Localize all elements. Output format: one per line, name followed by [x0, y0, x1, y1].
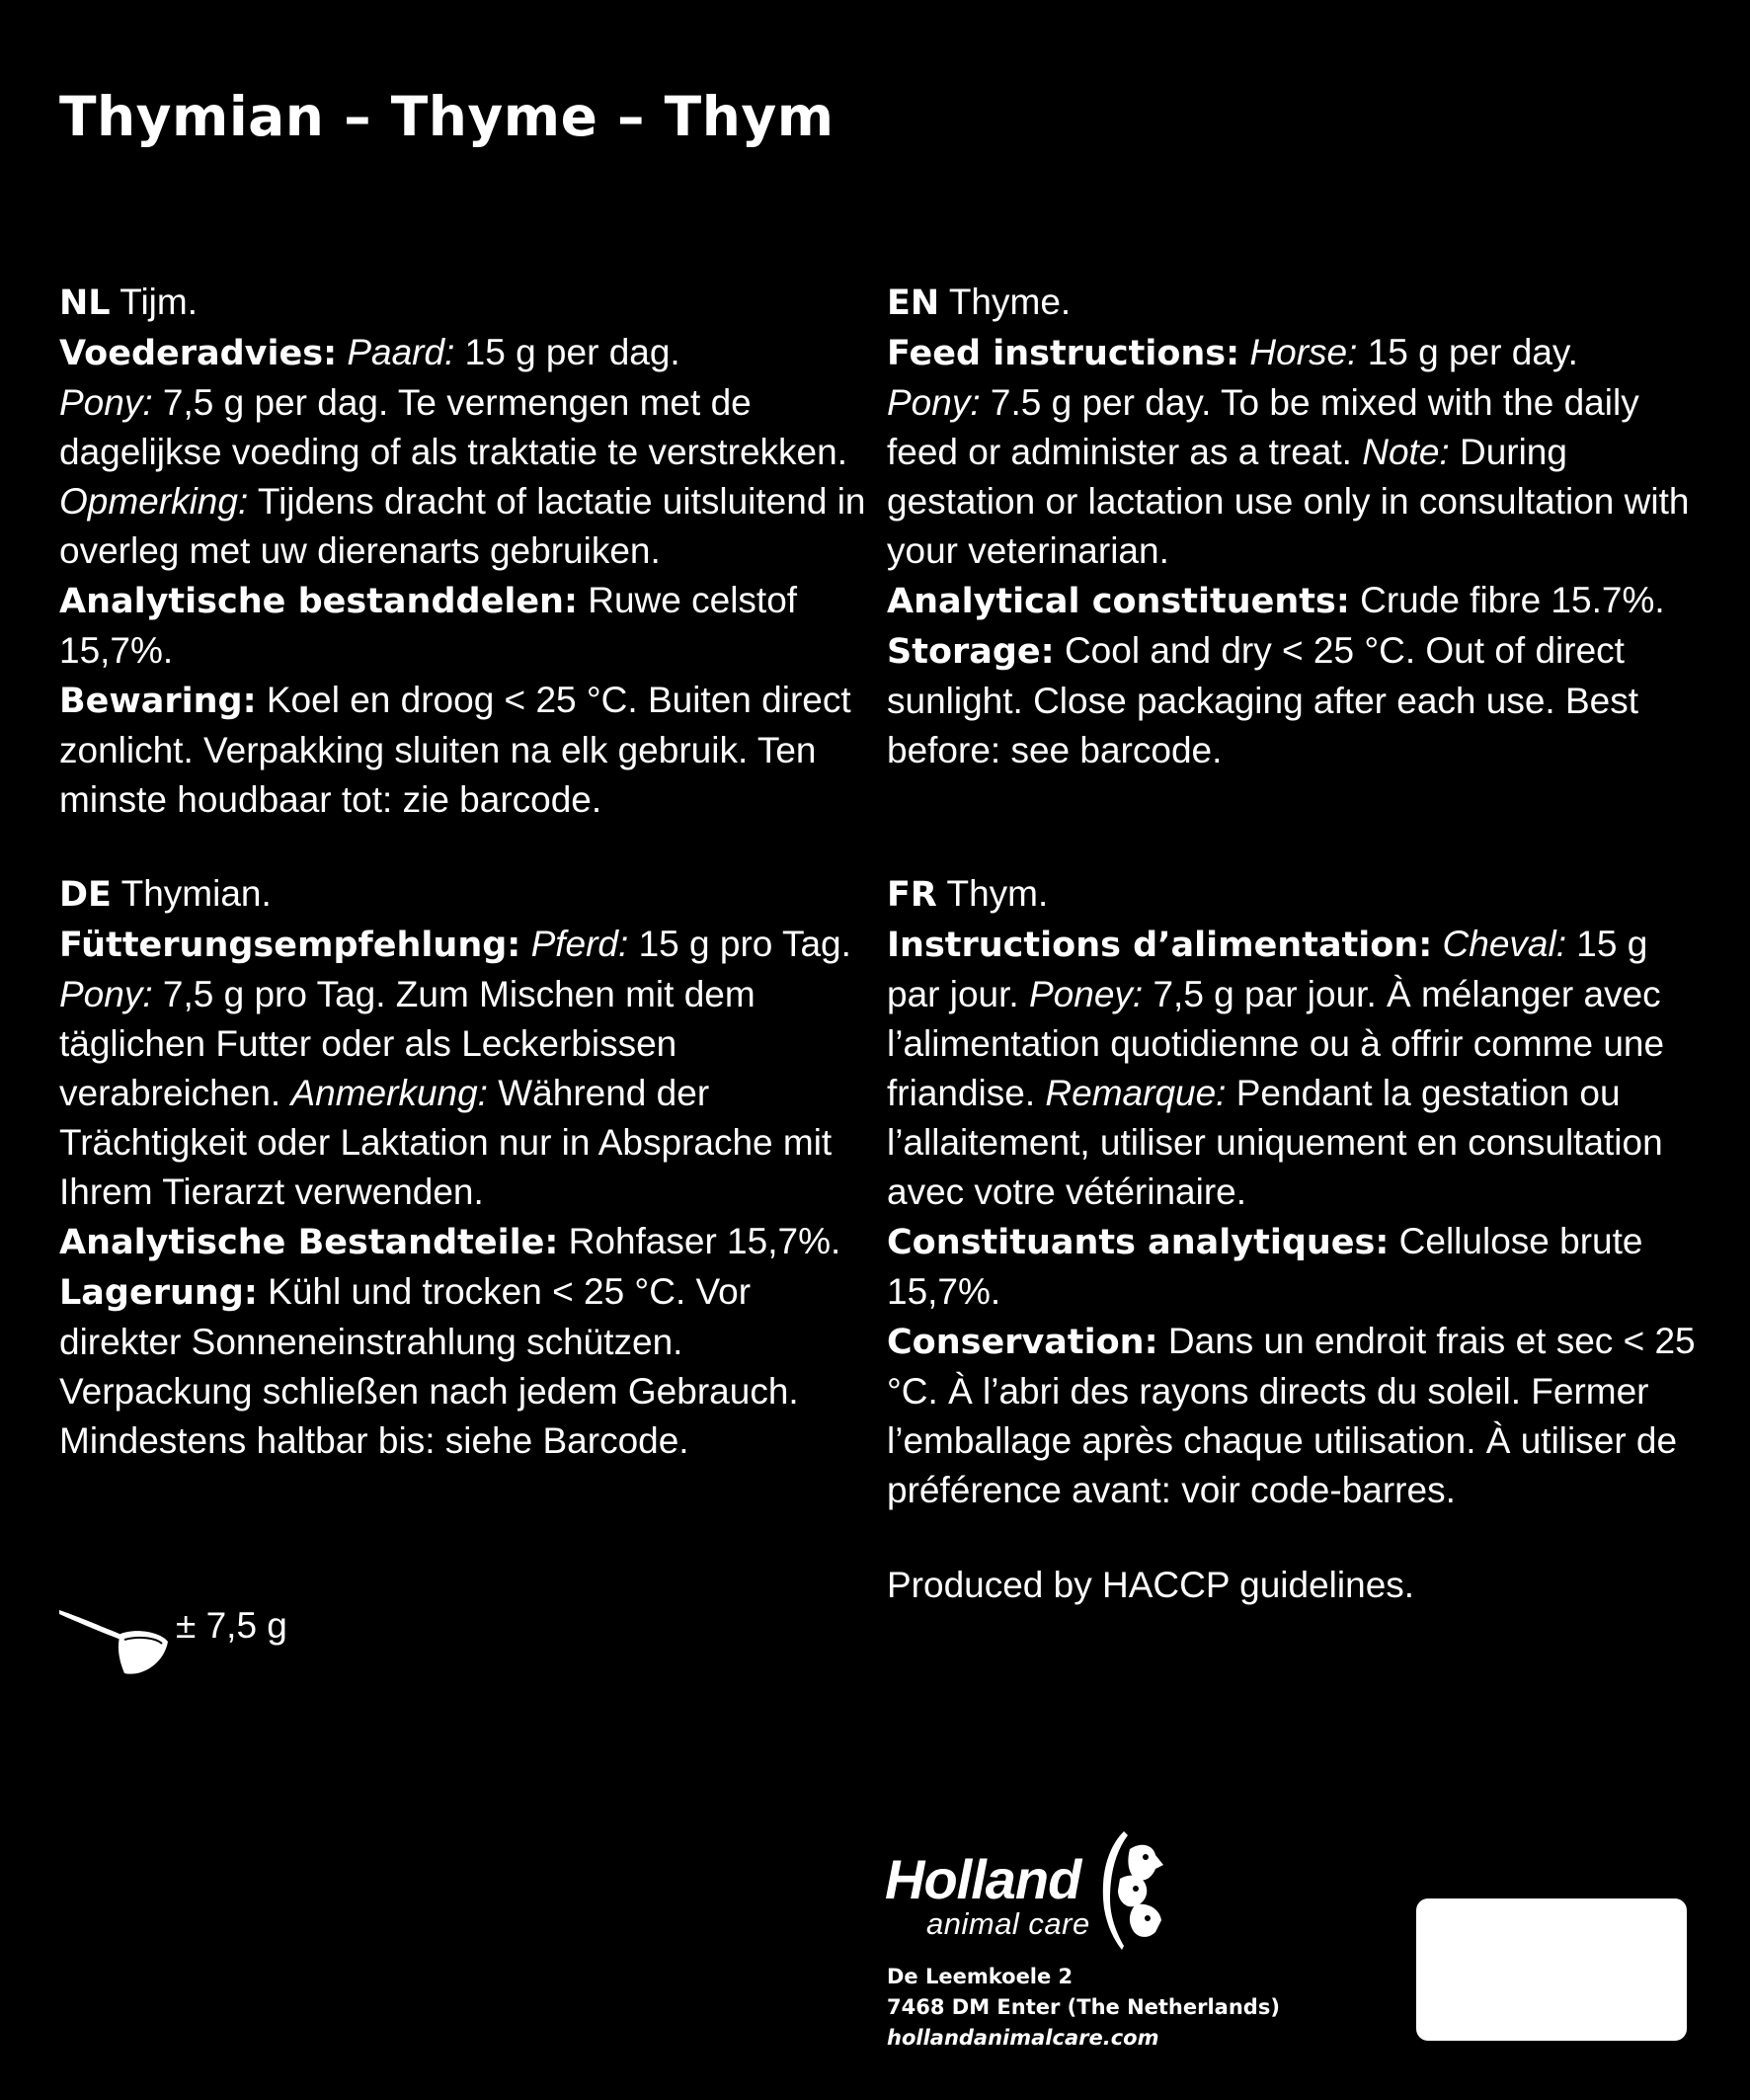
scoop-amount: ± 7,5 g — [176, 1605, 287, 1646]
nl-product-line — [59, 278, 869, 328]
fr-horse-label: Cheval: — [1442, 924, 1566, 964]
en-analysis-text: Crude fibre 15.7%. — [1360, 580, 1665, 620]
de-note-label: Anmerkung: — [290, 1073, 488, 1113]
nl-analysis-text: Ruwe celstof 15,7%. — [59, 580, 798, 671]
en-storage — [887, 626, 1697, 775]
en-language-code: EN — [887, 283, 940, 323]
nl-storage — [59, 676, 869, 825]
en-note-label: Note: — [1362, 432, 1450, 472]
section-fr — [887, 869, 1697, 1515]
de-analysis — [59, 1217, 869, 1267]
barcode-label-area — [1416, 1898, 1687, 2041]
en-analysis — [887, 576, 1697, 626]
nl-product-name: Tijm. — [119, 282, 199, 322]
nl-note-label: Opmerking: — [59, 481, 249, 522]
company-address — [887, 1962, 1280, 2054]
en-feed-label: Feed instructions: — [887, 334, 1240, 373]
fr-horse-text: 15 g par jour. — [887, 924, 1648, 1014]
en-pony-text: 7.5 g per day. To be mixed with the daily feed or administer as a treat. — [887, 382, 1639, 472]
en-feed-advice — [887, 328, 1697, 576]
fr-product-line — [887, 869, 1697, 920]
de-product-name: Thymian. — [120, 873, 272, 914]
de-storage-label: Lagerung: — [59, 1273, 258, 1313]
nl-analysis — [59, 576, 869, 676]
en-storage-label: Storage: — [887, 632, 1055, 672]
de-horse-text: 15 g pro Tag. — [638, 924, 851, 964]
en-horse-label: Horse: — [1249, 332, 1358, 372]
en-pony-label: Pony: — [887, 382, 981, 423]
de-pony-text: 7,5 g pro Tag. Zum Mischen mit dem täglichen Futter oder als Leckerbissen verabreichen. — [59, 974, 756, 1113]
section-en — [887, 278, 1697, 775]
fr-pony-label: Poney: — [1028, 974, 1144, 1014]
section-nl — [59, 278, 869, 825]
nl-storage-label: Bewaring: — [59, 682, 257, 721]
nl-note-text: Tijdens dracht of lactatie uitsluitend in overleg met uw dierenarts gebruiken. — [59, 481, 866, 571]
nl-feed-label: Voederadvies: — [59, 334, 338, 373]
de-storage-text: Kühl und trocken < 25 °C. Vor direkter Sonneneinstrahlung schützen. Verpackung schließen nach jedem Gebrauch. Mindestens haltbar bis: siehe Barcode. — [59, 1271, 799, 1461]
haccp-statement: Produced by HACCP guidelines. — [887, 1565, 1415, 1605]
de-storage — [59, 1267, 869, 1466]
en-product-line — [887, 278, 1697, 328]
nl-storage-text: Koel en droog < 25 °C. Buiten direct zonlicht. Verpakking sluiten na elk gebruik. Ten minste houdbaar tot: zie barcode. — [59, 680, 851, 820]
de-horse-label: Pferd: — [530, 924, 629, 964]
en-storage-text: Cool and dry < 25 °C. Out of direct sunlight. Close packaging after each use. Best before: see barcode. — [887, 630, 1639, 770]
fr-storage-text: Dans un endroit frais et sec < 25 °C. À l’abri des rayons directs du soleil. Fermer l’emballage après chaque utilisation. À utiliser de préférence avant: voir code-barres. — [887, 1321, 1696, 1510]
fr-analysis-text: Cellulose brute 15,7%. — [887, 1221, 1643, 1312]
nl-pony-label: Pony: — [59, 382, 153, 423]
nl-horse-text: 15 g per dag. — [464, 332, 680, 372]
page-title: Thymian – Thyme – Thym — [59, 85, 835, 148]
fr-storage-label: Conservation: — [887, 1323, 1158, 1362]
de-note-text: Während der Trächtigkeit oder Laktation nur in Absprache mit Ihrem Tierarzt verwenden. — [59, 1073, 833, 1212]
fr-analysis-label: Constituants analytiques: — [887, 1223, 1390, 1262]
de-language-code: DE — [59, 875, 112, 915]
address-line-2: 7468 DM Enter (The Netherlands) — [887, 1995, 1280, 2019]
fr-feed-label: Instructions d’alimentation: — [887, 926, 1433, 965]
en-product-name: Thyme. — [948, 282, 1072, 322]
fr-feed-advice — [887, 920, 1697, 1217]
en-note-text: During gestation or lactation use only in consultation with your veterinarian. — [887, 432, 1690, 571]
nl-horse-label: Paard: — [347, 332, 455, 372]
fr-note-label: Remarque: — [1045, 1073, 1227, 1113]
fr-storage — [887, 1317, 1697, 1515]
fr-product-name: Thym. — [946, 873, 1049, 914]
en-analysis-label: Analytical constituents: — [887, 582, 1350, 621]
fr-pony-text: 7,5 g par jour. À mélanger avec l’alimentation quotidienne ou à offrir comme une friandise. — [887, 974, 1665, 1113]
nl-feed-advice — [59, 328, 869, 576]
fr-note-text: Pendant la gestation ou l’allaitement, utiliser uniquement en consultation avec votre vétérinaire. — [887, 1073, 1663, 1212]
de-feed-advice — [59, 920, 869, 1217]
nl-language-code: NL — [59, 283, 111, 323]
address-line-1: De Leemkoele 2 — [887, 1965, 1074, 1988]
de-analysis-text: Rohfaser 15,7%. — [568, 1221, 841, 1261]
fr-analysis — [887, 1217, 1697, 1317]
nl-pony-text: 7,5 g per dag. Te vermengen met de dagelijkse voeding of als traktatie te verstrekken. — [59, 382, 847, 472]
de-pony-label: Pony: — [59, 974, 153, 1014]
de-analysis-label: Analytische Bestandteile: — [59, 1223, 559, 1262]
de-product-line — [59, 869, 869, 920]
nl-analysis-label: Analytische bestanddelen: — [59, 582, 578, 621]
fr-language-code: FR — [887, 875, 937, 915]
brand-sub: animal care — [926, 1906, 1090, 1941]
de-feed-label: Fütterungsempfehlung: — [59, 926, 521, 965]
scoop-icon — [57, 1602, 172, 1681]
brand-name: Holland — [885, 1848, 1081, 1910]
en-horse-text: 15 g per day. — [1367, 332, 1578, 372]
website-link[interactable]: hollandanimalcare.com — [887, 2026, 1159, 2050]
section-de — [59, 869, 869, 1466]
animal-heads-logo-icon — [1090, 1829, 1165, 1952]
